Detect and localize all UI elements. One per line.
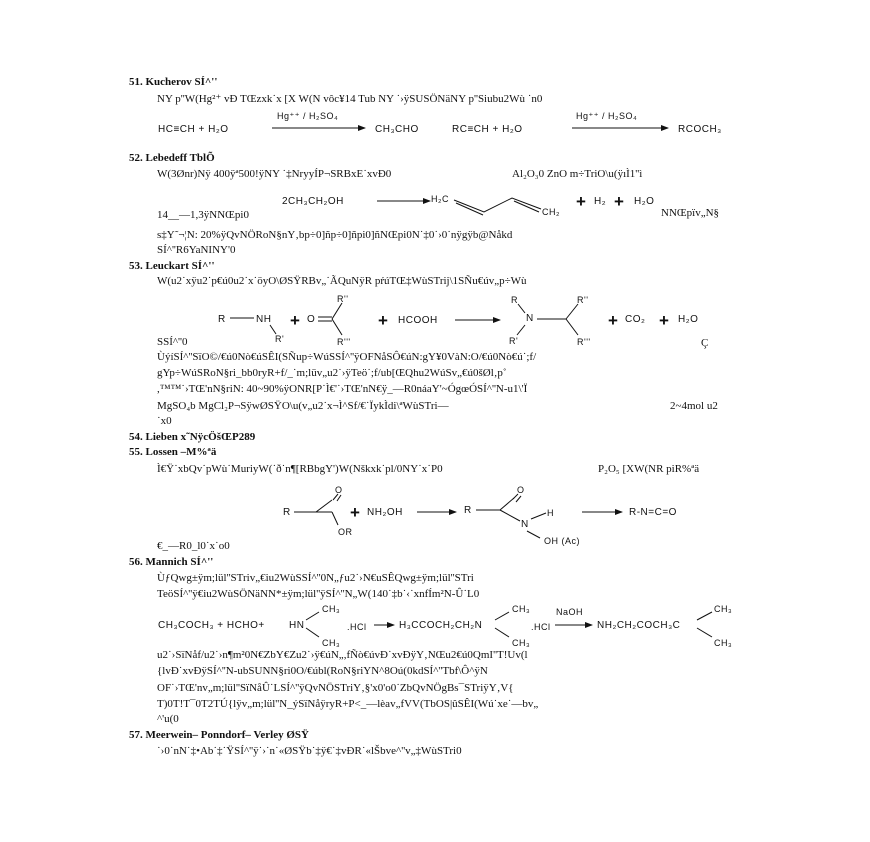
hydroxamic-h: H — [547, 508, 554, 518]
dimethylamine-ch3-bottom: CH₃ — [322, 638, 341, 648]
formic-acid: HCOOH — [398, 315, 438, 326]
plus-sign: + — [290, 311, 300, 330]
butadiene-skeleton — [454, 198, 541, 212]
section-53-mark: Ç — [701, 337, 709, 349]
reaction-52-h2o: H₂O — [634, 196, 655, 207]
product-r2: R'' — [577, 295, 589, 305]
mannich-base: H₃CCOCH₂CH₂N — [399, 620, 483, 631]
naoh-condition: NaOH — [556, 607, 584, 617]
butadiene-h2c: H₂C — [431, 194, 449, 204]
section-55-heading: 55. Lossen –M%ªä — [129, 446, 217, 458]
hcl-2: .HCl — [531, 622, 551, 632]
reaction-51a-conditions: Hg⁺⁺ / H₂SO₄ — [277, 111, 339, 121]
section-55-text-a: Ì€Ÿ˙xbQv˙pWù˙MuriyW(˙ð˙n¶[RBbgY')W(Nškxk˙pl/0NY˙x˙P0 — [157, 463, 443, 475]
hydroxylamine: NH₂OH — [367, 507, 403, 518]
reaction-51b-conditions: Hg⁺⁺ / H₂SO₄ — [576, 111, 638, 121]
product-ch3-bottom: CH₃ — [714, 638, 733, 648]
section-56-heading: 56. Mannich SÍ^'' — [129, 556, 214, 568]
plus-sign: + — [608, 311, 618, 330]
section-53-label: SSÍ^''0 — [157, 336, 188, 348]
section-51-heading: 51. Kucherov SÍ^'' — [129, 76, 218, 88]
section-56-text-6: T)0T!T¯0T2TÚ{lÿv„m;lül''N_ýSïNåÿryR+P<_—lèav„fVV(TbOS|ûSÊI(Wú˙xe˙—bv„ — [157, 698, 539, 710]
section-52-text-b: Al₂O₃0 ZnO m÷TriO\u(ÿıÌ1''ì — [512, 168, 643, 180]
section-53-text-4: ,™™˙›TŒ'nN§riN: 40~90%ÿONR[P˙Ì€'˙›TŒ'nN€ÿ_—R0náaY'~ÓgœÓSÍ^''N-u1\'Ï — [157, 383, 528, 395]
mannich-product: NH₂CH₂COCH₃C — [597, 620, 681, 631]
hcl-1: .HCl — [347, 622, 367, 632]
product-ch3-top: CH₃ — [714, 604, 733, 614]
plus-sign: + — [350, 503, 360, 522]
product-r3: R''' — [577, 337, 591, 347]
section-52-heading: 52. Lebedeff TblÕ — [129, 152, 215, 164]
carbonyl-o: O — [307, 314, 316, 325]
mannich-reactants: CH₃COCH₃ + HCHO+ — [158, 620, 265, 631]
hydroxamic-oh: OH (Ac) — [544, 536, 580, 546]
section-57-text-1: ˙›0˙nN˙‡•Ab˙‡˙ŸSÍ^''ÿ˙›˙n˙«ØSŸb˙‡ÿ€˙‡vÐR˙«lŠbve^''v„‡WùSTri0 — [157, 745, 462, 757]
section-56-text-7: ^'u(0 — [157, 713, 179, 725]
ester-or: OR — [338, 527, 353, 537]
section-52-tail: NNŒpïv„N§ — [661, 207, 720, 219]
section-53-text-2: ÙýíSÍ^''SïO©/€ú0Nò€úSÊI(SÑup÷WúSSÍ^''ÿOFNåSÔ€úN:gY¥0VàN:O/€ú0Nò€ú˙;f/ — [157, 351, 537, 363]
carbonyl-r2: R'' — [337, 294, 349, 304]
carbon-dioxide: CO₂ — [625, 314, 646, 325]
hydroxamic-o: O — [517, 485, 525, 495]
section-53-text-1: W(u2˙xÿu2˙p€ú0u2˙x˙öyO\ØSŸRBv„˙ÃQuNÿR pŕúTŒ‡WùSTrij\1SÑu€úv„p÷Wù — [157, 275, 527, 287]
ester-o: O — [335, 485, 343, 495]
section-56-text-4: {lvÐ˙xvÐÿSÍ^''N-ubSUNN§ri0O/€úbl(RoN§riYN^8Oú(0kdSÍ^''Tbf\Ô^ÿN — [157, 665, 488, 677]
section-55-text-b: P₂O₅ [XW(NR piR%ªä — [598, 463, 700, 475]
section-56-text-5: OF˙›TŒ'nv„m;lül''SïNåÛ˙LSÍ^''ÿQvNÖSTriY‚§'x0'o0˙ZbQvNÖgBs¯STriÿY‚V{ — [157, 682, 514, 694]
product-n: N — [526, 313, 534, 324]
plus-sign: + — [659, 311, 669, 330]
water: H₂O — [678, 314, 699, 325]
section-53-text-6: ˙x0 — [157, 415, 172, 427]
product-r-prime: R' — [509, 336, 519, 346]
reaction-51a-reactants: HC≡CH + H₂O — [158, 124, 229, 135]
section-52-text-2: 14__—1,3ÿNNŒpi0 — [157, 209, 249, 221]
plus-sign: + — [576, 192, 586, 211]
section-53-heading: 53. Leuckart SÍ^'' — [129, 260, 215, 272]
dimethylamine-hn: HN — [289, 620, 305, 631]
reaction-52-reactant: 2CH₃CH₂OH — [282, 196, 344, 207]
section-51-text: NY p''W(Hg²⁺ vÐ TŒzxk˙x [X W(N vôc¥14 Tub NY ˙›ÿSUSÖNäNY p''Siubu2Wù ˙n0 — [157, 93, 543, 105]
section-56-text-1: ÙƒQwg±ÿm;lül''STriv„€iu2WùSSÍ^''0N„ƒu2˙›N€uSÊQwg±ÿm;lül''STri — [157, 572, 474, 584]
butadiene-ch2: CH₂ — [542, 207, 560, 217]
section-53-text-5a: MgSO₄b MgCl₂P¬SÿwØSŸO\u(v„u2˙x¬Ì^Sf/€˙ÏykÌdi\ªWùSTri— — [157, 400, 449, 412]
section-53-text-3: gYp÷WúSRoN§ri_bb0ryR+f/_˙m;lüv„u2˙›ÿTeö˙;f/ub[ŒQhu2WúSv„€ú0šØl‚p˚ — [157, 367, 507, 379]
section-57-heading: 57. Meerwein– Ponndorf– Verley ØSŸ — [129, 729, 309, 741]
section-56-text-3: u2˙›SïNåf/u2˙›n¶m²0N€ZbY€Zu2˙›ÿ€úN„,fÑò€úvÐ˙xvÐÿY‚NŒu2€ú0QmI''T!Uv(l — [157, 649, 528, 661]
dimethylamine-ch3-top: CH₃ — [322, 604, 341, 614]
section-53-text-5b: 2~4mol u2 — [670, 400, 718, 412]
reaction-51a-product: CH₃CHO — [375, 124, 419, 135]
reaction-52-h2: H₂ — [594, 196, 607, 207]
isocyanate: R-N=C=O — [629, 507, 677, 518]
carbonyl-r3: R''' — [337, 337, 351, 347]
section-52-text-a: W(3Ønr)Nÿ 400ÿª500!ÿNY ˙‡NryyÍP¬SRBxE˙xvÐ0 — [157, 168, 392, 180]
amine-r: R — [218, 314, 226, 325]
section-52-text-3: s‡Y˜¬¦N: 20%ÿQvNÖRoN§nY‚bp÷0]ñp÷0]ñpi0]ñNŒpi0N˙‡0˙›0˙nÿgÿb@Nåkd — [157, 229, 513, 241]
reaction-51b-product: RCOCH₃ — [678, 124, 722, 135]
section-56-text-2: TeöSÍ^''ÿ€iu2WùSÖNäNN*±ÿm;lül''ÿSÍ^''N„W(140˙‡b˙‹˙xnfÍm²N-Û˙L0 — [157, 588, 480, 600]
section-55-text-2: €_—R0_l0˙x˙o0 — [157, 540, 230, 552]
reaction-51b-reactants: RC≡CH + H₂O — [452, 124, 523, 135]
ester-r: R — [283, 507, 291, 518]
plus-sign: + — [614, 192, 624, 211]
section-54-heading: 54. Lieben x˜NÿcÖšŒP289 — [129, 431, 256, 443]
amine-r-prime: R' — [275, 334, 285, 344]
hydroxamic-n: N — [521, 519, 529, 530]
mannich-base-ch3-bottom: CH₃ — [512, 638, 531, 648]
amine-nh: NH — [256, 314, 272, 325]
section-52-text-4: SÍ^''R6YaNINY'0 — [157, 244, 236, 256]
plus-sign: + — [378, 311, 388, 330]
product-r: R — [511, 295, 518, 305]
hydroxamic-r: R — [464, 505, 472, 516]
mannich-base-ch3-top: CH₃ — [512, 604, 531, 614]
